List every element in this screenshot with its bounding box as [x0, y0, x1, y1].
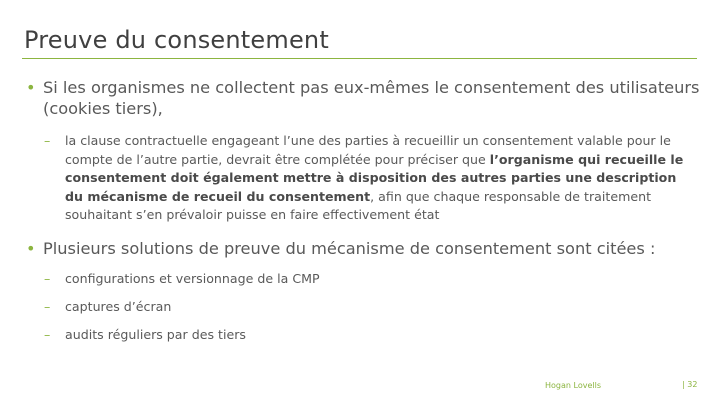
sub-bullet-1-1-part1: la clause contractuelle engageant l’une des parties à recueillir un consentement valable pour le compte de l’autre partie, devrait être complétée pour préciser que: [65, 133, 671, 167]
bullet-1-text: Si les organismes ne collectent pas eux-mêmes le consentement des utilisateurs (cookies tiers),: [43, 78, 700, 118]
dash-icon: –: [44, 271, 51, 286]
dash-icon: –: [44, 133, 51, 148]
sub-bullet-2-1-text: configurations et versionnage de la CMP: [65, 271, 320, 286]
dash-icon: –: [44, 327, 51, 342]
slide-title: Preuve du consentement: [24, 26, 329, 54]
sub-bullet-2-2-text: captures d’écran: [65, 299, 172, 314]
bullet-2-text: Plusieurs solutions de preuve du mécanisme de consentement sont citées :: [43, 239, 656, 258]
bullet-dot-icon: •: [26, 239, 36, 258]
title-divider: [22, 58, 697, 59]
sub-bullet-1-1-text: [65, 132, 695, 225]
bullet-dot-icon: •: [26, 78, 36, 97]
page-number: | 32: [682, 380, 698, 389]
sub-bullet-2-3-text: audits réguliers par des tiers: [65, 327, 246, 342]
dash-icon: –: [44, 299, 51, 314]
sub-bullet-1-1-part2: , afin que chaque responsable de traitement souhaitant s’en prévaloir puisse en faire effectivement état: [65, 188, 652, 222]
footer-brand: Hogan Lovells: [545, 381, 601, 390]
sub-bullet-1-1-bold: l’organisme qui recueille le consentement doit également mettre à disposition des autres parties une description du mécanisme de recueil du consentement: [65, 151, 684, 204]
